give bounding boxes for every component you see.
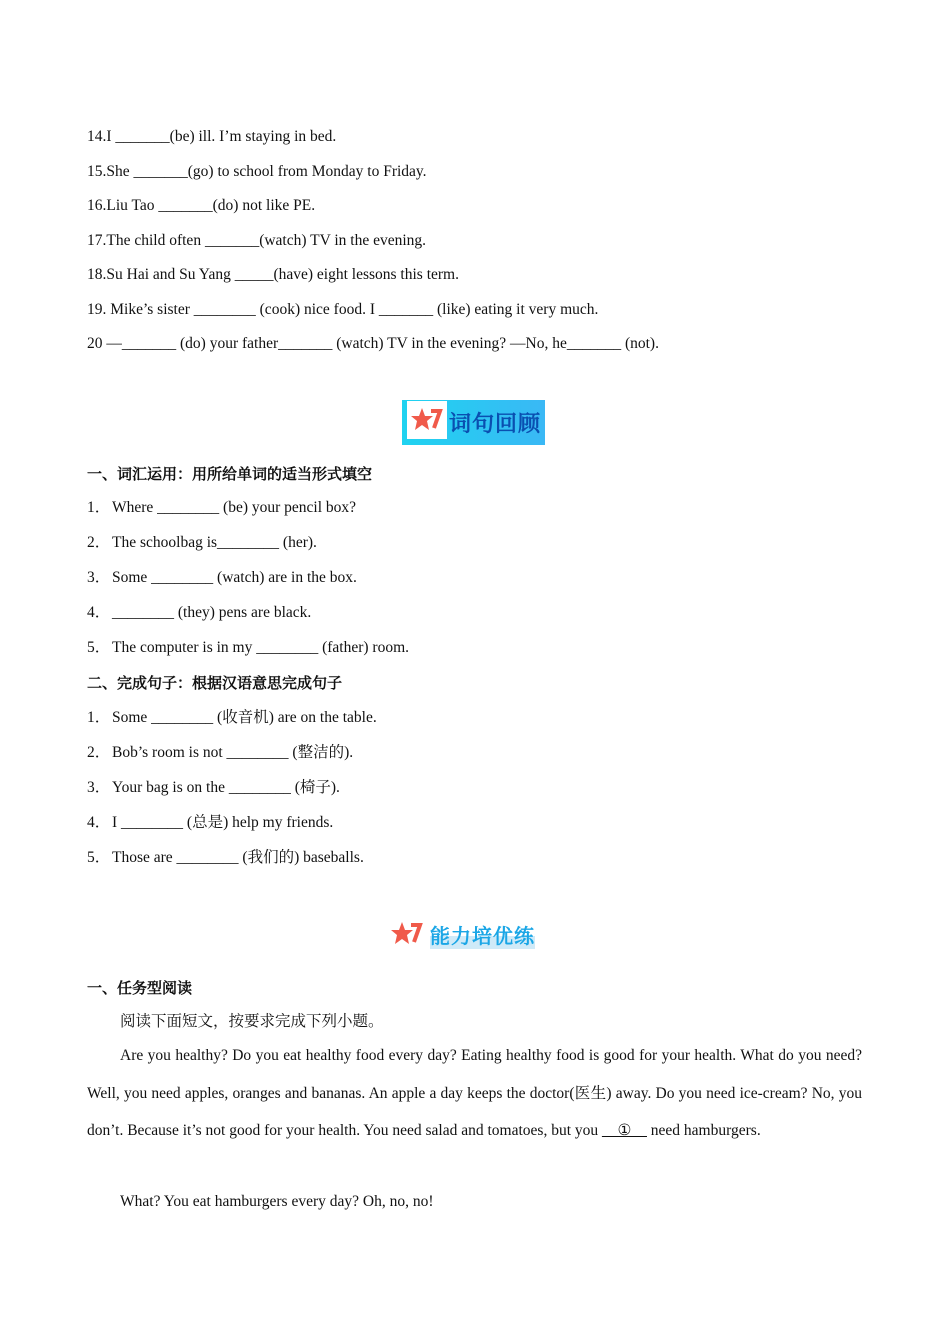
item-number: 3． <box>87 569 111 586</box>
part2-item <box>87 743 353 763</box>
item-number: 1． <box>87 499 111 516</box>
exercise-20: 20 —_______ (do) your father_______ (watch) TV in the evening? —No, he_______ (not). <box>87 335 659 352</box>
item-text: Bob’s room is not ________ (整洁的). <box>112 744 354 761</box>
item-number: 1． <box>87 709 111 726</box>
part1-item <box>87 568 357 588</box>
reading-instruction: 阅读下面短文，按要求完成下列小题。 <box>120 1013 384 1030</box>
star-icon <box>390 920 424 948</box>
part2-item <box>87 813 333 833</box>
part2-heading: 二、完成句子：根据汉语意思完成句子 <box>87 674 343 692</box>
paragraph-text: Are you healthy? Do you eat healthy food every day? Eating healthy food is good for your health. What do you need? Well, you need apples, oranges and bananas. An apple a day keeps the doctor(医生) away. Do you need ice-cream? No, you don’t. Because it’s not good for your health. You need salad and tomatoes, but you <box>87 1047 862 1139</box>
part1-item <box>87 603 311 623</box>
item-number: 4． <box>87 604 111 621</box>
part1-item <box>87 533 317 553</box>
item-text: Some ________ (watch) are in the box. <box>112 569 357 586</box>
part1-heading: 一、词汇运用：用所给单词的适当形式填空 <box>87 465 373 483</box>
item-text: Those are ________ (我们的) baseballs. <box>112 849 364 866</box>
item-text: Where ________ (be) your pencil box? <box>112 499 357 516</box>
exercise-14: 14.I _______(be) ill. I’m staying in bed. <box>87 128 337 145</box>
item-number: 5． <box>87 849 111 866</box>
exercise-19: 19. Mike’s sister ________ (cook) nice food. I _______ (like) eating it very much. <box>87 301 599 318</box>
item-text: The computer is in my ________ (father) room. <box>112 639 410 656</box>
part2-item <box>87 778 340 798</box>
item-number: 3． <box>87 779 111 796</box>
blank-1: __①__ <box>602 1122 647 1139</box>
exercise-18: 18.Su Hai and Su Yang _____(have) eight lessons this term. <box>87 266 459 283</box>
reading-heading: 一、任务型阅读 <box>87 979 193 997</box>
reading-paragraph-1 <box>87 1037 862 1150</box>
part2-item <box>87 708 377 728</box>
item-text: I ________ (总是) help my friends. <box>112 814 334 831</box>
section-title-review: 词句回顾 <box>449 412 542 437</box>
reading-paragraph-2: What? You eat hamburgers every day? Oh, no, no! <box>120 1193 434 1210</box>
item-number: 4． <box>87 814 111 831</box>
star-logo <box>407 401 447 439</box>
part1-item <box>87 638 409 658</box>
exercise-16: 16.Liu Tao _______(do) not like PE. <box>87 197 316 214</box>
section-badge-review <box>402 400 545 445</box>
item-text: ________ (they) pens are black. <box>112 604 312 621</box>
item-number: 2． <box>87 744 111 761</box>
section-badge-ability <box>390 916 535 952</box>
item-text: Some ________ (收音机) are on the table. <box>112 709 377 726</box>
item-number: 2． <box>87 534 111 551</box>
item-text: The schoolbag is________ (her). <box>112 534 317 551</box>
part1-item <box>87 498 356 518</box>
exercise-17: 17.The child often _______(watch) TV in the evening. <box>87 232 427 249</box>
section-title-ability: 能力培优练 <box>430 920 535 949</box>
item-text: Your bag is on the ________ (椅子). <box>112 779 340 796</box>
star-icon <box>410 406 444 434</box>
item-number: 5． <box>87 639 111 656</box>
exercise-15: 15.She _______(go) to school from Monday to Friday. <box>87 163 427 180</box>
part2-item <box>87 848 364 868</box>
paragraph-text: need hamburgers. <box>646 1122 761 1139</box>
